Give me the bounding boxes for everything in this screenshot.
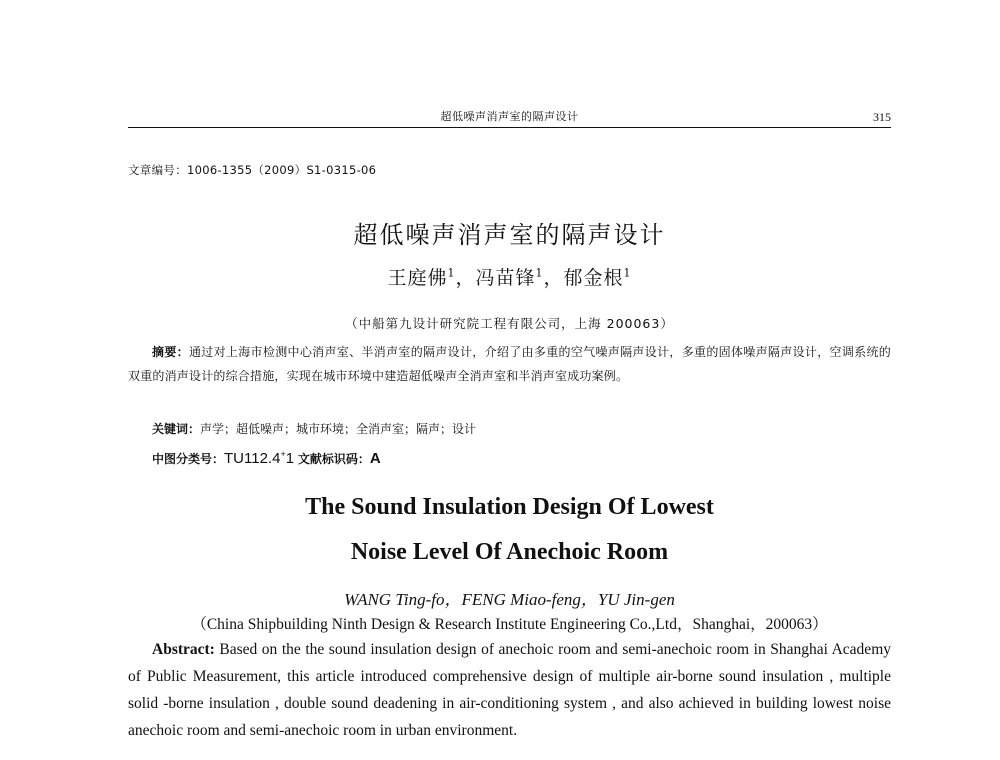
chinese-keywords: [152, 420, 476, 437]
chinese-affiliation: （中船第九设计研究院工程有限公司，上海 200063）: [345, 316, 674, 331]
class-code-tail: 1: [285, 450, 295, 467]
abstract-label: 摘要：: [152, 345, 189, 359]
header-rule: [128, 127, 891, 128]
doc-label: 文献标识码：: [297, 452, 370, 466]
class-code-sup: +: [280, 449, 286, 459]
doc-code: A: [369, 450, 381, 467]
english-title-line2: Noise Level Of Anechoic Room: [350, 539, 669, 565]
english-abstract-text: Based on the the sound insulation design of anechoic room and semi-anechoic room in Shanghai Academy of Public Measurement, this article introduced comprehensive design of multiple air-borne sound insulation , multiple solid -borne insulation , double sound deadening in air-conditioning system , and also achieved in building lowest noise anechoic room and semi-anechoic room in urban environment.: [128, 641, 891, 739]
keywords-label: 关键词：: [152, 422, 201, 436]
author-separator: ，: [455, 267, 476, 289]
author-sup: 1: [535, 266, 544, 280]
author-sup: 1: [447, 266, 456, 280]
keywords-text: 声学；超低噪声；城市环境；全消声室；隔声；设计: [200, 422, 477, 436]
chinese-abstract: [128, 340, 891, 388]
article-id: 文章编号：1006-1355（2009）S1-0315-06: [128, 163, 377, 177]
chinese-authors: [128, 263, 891, 290]
english-affiliation: （China Shipbuilding Ninth Design & Research Institute Engineering Co.,Ltd，Shanghai，200063）: [191, 616, 828, 633]
running-title: 超低噪声消声室的隔声设计: [440, 110, 579, 123]
english-abstract: [128, 636, 891, 744]
abstract-text: 通过对上海市检测中心消声室、半消声室的隔声设计，介绍了由多重的空气噪声隔声设计，多重的固体噪声隔声设计，空调系统的双重的消声设计的综合措施，实现在城市环境中建造超低噪声全消声室和半消声室成功案例。: [128, 345, 892, 383]
class-code-main: TU112.4: [224, 450, 281, 467]
english-abstract-label: Abstract:: [152, 641, 215, 658]
author-name: 冯苗锋: [475, 267, 536, 289]
page-number: 315: [873, 110, 891, 124]
class-label: 中图分类号：: [152, 452, 225, 466]
author-sup: 1: [623, 266, 632, 280]
english-authors: WANG Ting-fo，FENG Miao-feng，YU Jin-gen: [344, 590, 675, 609]
classification-line: [152, 449, 381, 467]
author-name: 王庭佛: [387, 267, 448, 289]
class-code: [224, 450, 294, 467]
author-separator: ，: [543, 267, 564, 289]
english-title-line1: The Sound Insulation Design Of Lowest: [305, 494, 714, 520]
author-name: 郁金根: [563, 267, 624, 289]
chinese-title: 超低噪声消声室的隔声设计: [353, 221, 666, 249]
